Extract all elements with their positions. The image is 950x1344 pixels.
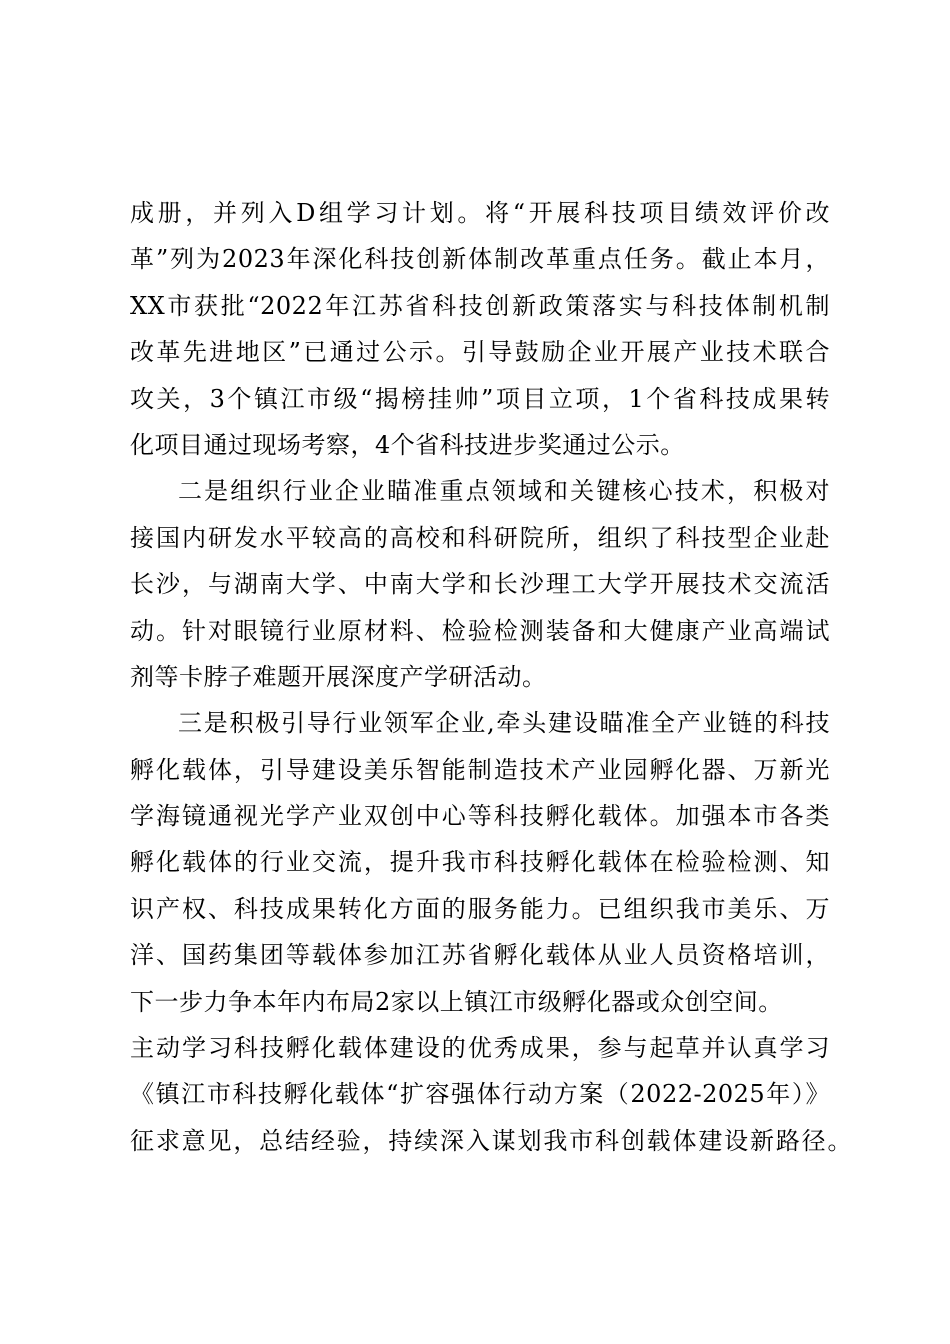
paragraph-line: 《镇江市科技孵化载体“扩容强体行动方案（2022-2025年）》 [130, 1080, 830, 1109]
paragraph-line: 动。针对眼镜行业原材料、检验检测装备和大健康产业高端试 [130, 616, 830, 645]
paragraph-line: 识产权、科技成果转化方面的服务能力。已组织我市美乐、万 [130, 894, 830, 923]
paragraph-3 [130, 700, 852, 1164]
paragraph-line: 攻关，3个镇江市级“揭榜挂帅”项目立项，1个省科技成果转 [130, 384, 830, 413]
paragraph-line: 征求意见，总结经验，持续深入谋划我市科创载体建设新路径。 [130, 1126, 852, 1155]
paragraph-line: 剂等卡脖子难题开展深度产学研活动。 [130, 662, 547, 691]
paragraph-line: XX市获批“2022年江苏省科技创新政策落实与科技体制机制 [130, 291, 830, 320]
paragraph-line: 洋、国药集团等载体参加江苏省孵化载体从业人员资格培训， [130, 941, 830, 970]
paragraph-line: 学海镜通视光学产业双创中心等科技孵化载体。加强本市各类 [130, 802, 830, 831]
paragraph-line: 改革先进地区”已通过公示。引导鼓励企业开展产业技术联合 [130, 338, 830, 367]
paragraph-line: 主动学习科技孵化载体建设的优秀成果，参与起草并认真学习 [130, 1034, 830, 1063]
paragraph-line: 二是组织行业企业瞄准重点领域和关键核心技术，积极对 [178, 477, 830, 506]
document-body [130, 190, 852, 1164]
paragraph-line: 三是积极引导行业领军企业,牵头建设瞄准全产业链的科技 [178, 709, 830, 738]
paragraph-line: 下一步力争本年内布局2家以上镇江市级孵化器或众创空间。 [130, 987, 783, 1016]
paragraph-line: 接国内研发水平较高的高校和科研院所，组织了科技型企业赴 [130, 523, 830, 552]
paragraph-line: 孵化载体，引导建设美乐智能制造技术产业园孵化器、万新光 [130, 755, 830, 784]
paragraph-line: 孵化载体的行业交流，提升我市科技孵化载体在检验检测、知 [130, 848, 830, 877]
paragraph-line: 成册，并列入D组学习计划。将“开展科技项目绩效评价改 [130, 199, 830, 227]
paragraph-line: 长沙，与湖南大学、中南大学和长沙理工大学开展技术交流活 [130, 570, 830, 599]
paragraph-2 [130, 468, 830, 700]
paragraph-line: 革”列为2023年深化科技创新体制改革重点任务。截止本月， [130, 245, 830, 274]
paragraph-1 [130, 190, 830, 468]
paragraph-line: 化项目通过现场考察，4个省科技进步奖通过公示。 [130, 430, 685, 459]
